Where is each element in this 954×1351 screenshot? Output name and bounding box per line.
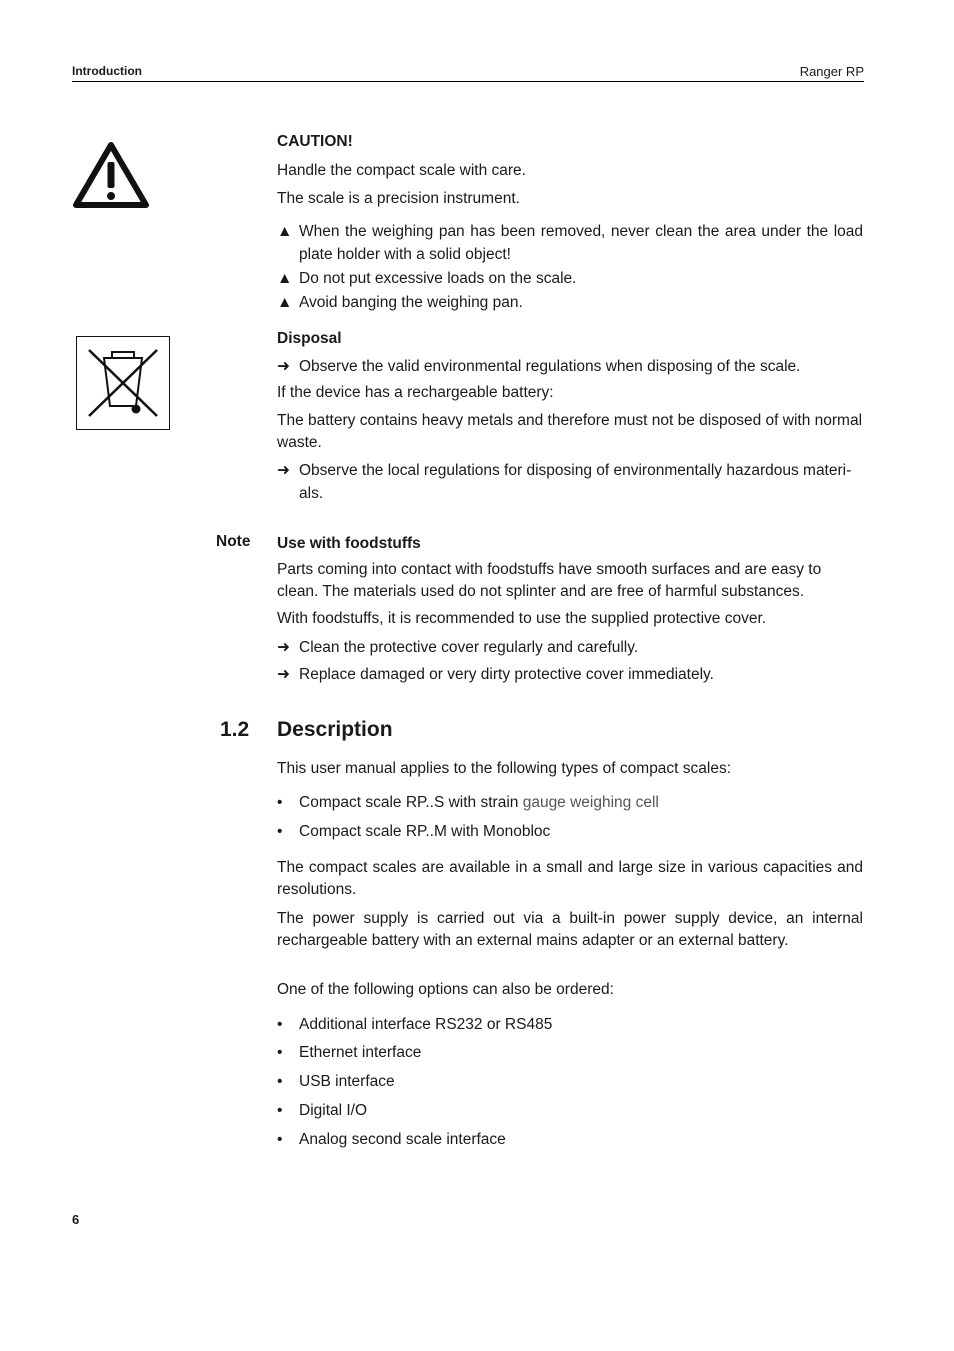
crossed-out-bin-icon [76, 336, 170, 435]
description-paragraph-2: The power supply is carried out via a built-in power supply device, an internal rechargeable battery with an external mains adapter or an external battery. [277, 910, 863, 949]
option-item [277, 1070, 863, 1093]
dot-bullet-icon: • [277, 1016, 283, 1033]
food-paragraph-2: With foodstuffs, it is recommended to use the supplied protective cover. [277, 610, 767, 627]
header-product-name: Ranger RP [799, 64, 864, 79]
dot-bullet-icon: • [277, 1102, 283, 1119]
option-text: Digital I/O [299, 1102, 368, 1119]
disposal-step [277, 355, 863, 378]
caution-warning-item [277, 267, 863, 290]
dot-bullet-icon: • [277, 1073, 283, 1090]
caution-line-1: Handle the compact scale with care. [277, 162, 526, 179]
triangle-bullet-icon: ▲ [277, 223, 293, 240]
dot-bullet-icon: • [277, 1131, 283, 1148]
arrow-bullet-icon: ➜ [277, 666, 290, 683]
food-step [277, 636, 863, 659]
food-paragraph-1: Parts coming into contact with foodstuffs have smooth surfaces and are easy to clean. The materials used do not splinter and are free of harmful substances. [277, 561, 822, 600]
triangle-bullet-icon: ▲ [277, 270, 293, 287]
battery-text: The battery contains heavy metals and therefore must not be disposed of with normal waste. [277, 412, 863, 451]
section-number: 1.2 [220, 718, 250, 741]
caution-warning-text: When the weighing pan has been removed, never clean the area under the load plate holder with a solid object! [299, 223, 863, 263]
option-item [277, 1041, 863, 1064]
caution-warning-text: Avoid banging the weighing pan. [299, 294, 523, 311]
caution-line-2: The scale is a precision instrument. [277, 190, 520, 207]
arrow-bullet-icon: ➜ [277, 462, 290, 479]
triangle-bullet-icon: ▲ [277, 294, 293, 311]
disposal-step-text: Observe the local regulations for disposing of environmentally hazardous materi-als. [299, 462, 852, 502]
option-item [277, 1013, 863, 1036]
description-intro: This user manual applies to the following types of compact scales: [277, 760, 732, 777]
option-text: USB interface [299, 1073, 395, 1090]
page-number: 6 [72, 1212, 80, 1227]
caution-warning-item [277, 220, 863, 266]
food-heading: Use with foodstuffs [277, 535, 421, 552]
scale-type-text: Compact scale RP..M with Monobloc [299, 823, 551, 840]
option-item [277, 1099, 863, 1122]
scale-type-item [277, 791, 863, 814]
description-paragraph-1: The compact scales are available in a small and large size in various capacities and resolutions. [277, 859, 863, 898]
warning-triangle-icon [72, 140, 150, 215]
option-item [277, 1128, 863, 1151]
caution-warning-item [277, 291, 863, 314]
option-text: Analog second scale interface [299, 1131, 506, 1148]
scale-type-text: Compact scale RP..S with strain [299, 794, 523, 811]
disposal-heading: Disposal [277, 330, 342, 347]
dot-bullet-icon: • [277, 794, 283, 811]
arrow-bullet-icon: ➜ [277, 358, 290, 375]
note-label: Note [216, 533, 251, 550]
food-step [277, 663, 863, 686]
option-text: Additional interface RS232 or RS485 [299, 1016, 553, 1033]
dot-bullet-icon: • [277, 823, 283, 840]
disposal-step-text: Observe the valid environmental regulations when disposing of the scale. [299, 358, 801, 375]
food-step-text: Clean the protective cover regularly and carefully. [299, 639, 639, 656]
caution-warning-text: Do not put excessive loads on the scale. [299, 270, 577, 287]
dot-bullet-icon: • [277, 1044, 283, 1061]
arrow-bullet-icon: ➜ [277, 639, 290, 656]
options-intro: One of the following options can also be ordered: [277, 981, 614, 998]
scale-type-text-cont: gauge weighing cell [522, 794, 659, 811]
food-step-text: Replace damaged or very dirty protective cover immediately. [299, 666, 714, 683]
caution-heading: CAUTION! [277, 133, 353, 150]
section-title: Description [277, 718, 393, 741]
header-rule [72, 81, 864, 82]
option-text: Ethernet interface [299, 1044, 422, 1061]
battery-intro: If the device has a rechargeable battery: [277, 384, 554, 401]
scale-type-item [277, 820, 863, 843]
header-section-title: Introduction [72, 64, 142, 78]
disposal-step [277, 459, 863, 505]
